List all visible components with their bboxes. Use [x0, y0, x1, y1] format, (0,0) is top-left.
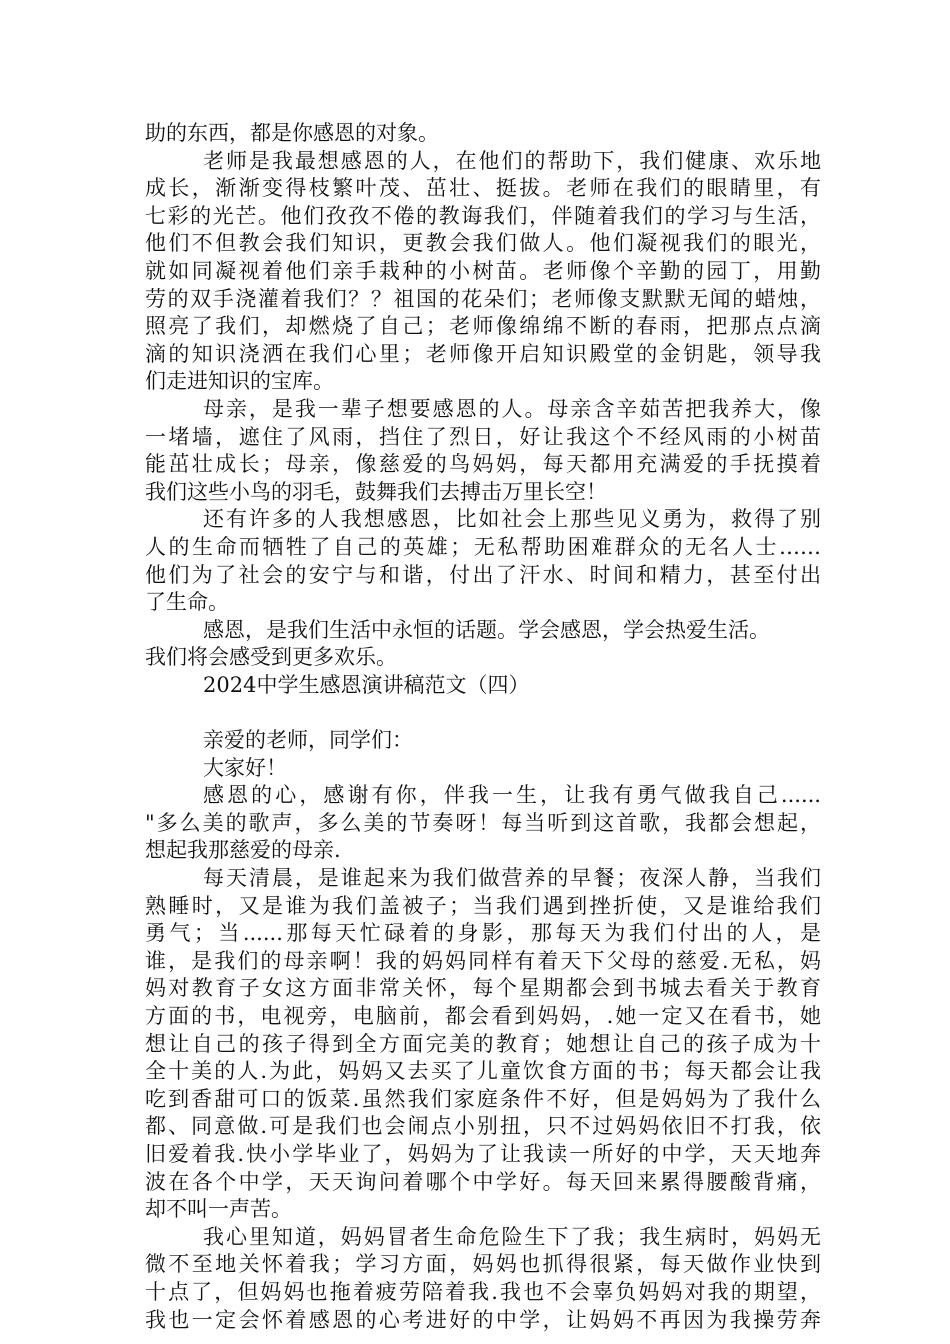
- text-line: 我们将会感受到更多欢乐。: [145, 645, 397, 670]
- text-line: 谁，是我们的母亲啊！我的妈妈同样有着天下父母的慈爱.无私，妈: [145, 948, 821, 973]
- text-line: 人的生命而牺牲了自己的英雄；无私帮助困难群众的无名人士……: [145, 534, 821, 559]
- text-line: 滴的知识浇洒在我们心里；老师像开启知识殿堂的金钥匙，领导我: [145, 341, 821, 366]
- text-line: 旧爱着我.快小学毕业了，妈妈为了让我读一所好的中学，天天地奔: [145, 1141, 821, 1166]
- text-line: 还有许多的人我想感恩，比如社会上那些见义勇为，救得了别: [203, 507, 821, 532]
- text-line: 我也一定会怀着感恩的心考进好的中学，让妈妈不再因为我操劳奔: [145, 1307, 821, 1332]
- text-line: 他们不但教会我们知识，更教会我们做人。他们凝视我们的眼光，: [145, 231, 821, 256]
- text-line: 照亮了我们，却燃烧了自己；老师像绵绵不断的春雨，把那点点滴: [145, 314, 821, 339]
- text-line: 想让自己的孩子得到全方面完美的教育；她想让自己的孩子成为十: [145, 1031, 821, 1056]
- text-line: 熟睡时，又是谁为我们盖被子；当我们遇到挫折使，又是谁给我们: [145, 893, 821, 918]
- text-line: 十点了，但妈妈也拖着疲劳陪着我.我也不会辜负妈妈对我的期望，: [145, 1279, 821, 1304]
- text-line: 他们为了社会的安宁与和谐，付出了汗水、时间和精力，甚至付出: [145, 562, 821, 587]
- text-line: 每天清晨，是谁起来为我们做营养的早餐；夜深人静，当我们: [203, 866, 821, 891]
- document-body: [145, 120, 821, 1334]
- text-line: 们走进知识的宝库。: [145, 369, 334, 394]
- text-line: 妈对教育子女这方面非常关怀，每个星期都会到书城去看关于教育: [145, 976, 821, 1001]
- text-line: 就如同凝视着他们亲手栽种的小树苗。老师像个辛勤的园丁，用勤: [145, 258, 821, 283]
- text-line: 我心里知道，妈妈冒者生命危险生下了我；我生病时，妈妈无: [203, 1224, 821, 1249]
- text-line: 助的东西，都是你感恩的对象。: [145, 121, 439, 145]
- text-line: 2024中学生感恩演讲稿范文（四）: [203, 672, 530, 697]
- text-line: 微不至地关怀着我；学习方面，妈妈也抓得很紧，每天做作业快到: [145, 1252, 821, 1277]
- text-line: 想起我那慈爱的母亲.: [145, 838, 341, 863]
- text-line: 能茁壮成长；母亲，像慈爱的鸟妈妈，每天都用充满爱的手抚摸着: [145, 452, 821, 477]
- text-line: 老师是我最想感恩的人，在他们的帮助下，我们健康、欢乐地: [203, 148, 821, 173]
- text-line: 都、同意做.可是我们也会闹点小别扭，只不过妈妈依旧不打我，依: [145, 1114, 821, 1139]
- text-line: 波在各个中学，天天询问着哪个中学好。每天回来累得腰酸背痛，: [145, 1169, 821, 1194]
- text-line: 大家好！: [203, 755, 287, 780]
- text-line: 母亲，是我一辈子想要感恩的人。母亲含辛茹苦把我养大，像: [203, 396, 821, 421]
- text-line: 却不叫一声苦。: [145, 1197, 292, 1222]
- text-line: 方面的书，电视旁，电脑前，都会看到妈妈，.她一定又在看书，她: [145, 1004, 821, 1028]
- text-line: 感恩，是我们生活中永恒的话题。学会感恩，学会热爱生活。: [203, 617, 770, 642]
- text-line: 全十美的人.为此，妈妈又去买了儿童饮食方面的书；每天都会让我: [145, 1059, 821, 1084]
- text-line: 亲爱的老师，同学们：: [203, 728, 413, 753]
- text-line: "多么美的歌声，多么美的节奏呀！每当听到这首歌，我都会想起，: [145, 810, 821, 835]
- text-line: 我们这些小鸟的羽毛，鼓舞我们去搏击万里长空！: [145, 479, 607, 504]
- text-line: 一堵墙，遮住了风雨，挡住了烈日，好让我这个不经风雨的小树苗: [145, 424, 821, 449]
- text-line: 成长，渐渐变得枝繁叶茂、茁壮、挺拔。老师在我们的眼睛里，有: [145, 176, 821, 201]
- blank-line: [145, 699, 821, 727]
- text-line: 劳的双手浇灌着我们？？祖国的花朵们；老师像支默默无闻的蜡烛，: [145, 286, 821, 311]
- text-line: 七彩的光芒。他们孜孜不倦的教诲我们，伴随着我们的学习与生活，: [145, 203, 821, 228]
- text-line: 勇气；当......那每天忙碌着的身影，那每天为我们付出的人，是: [145, 921, 821, 946]
- text-line: 感恩的心，感谢有你，伴我一生，让我有勇气做我自己......: [203, 783, 821, 808]
- text-line: 吃到香甜可口的饭菜.虽然我们家庭条件不好，但是妈妈为了我什么: [145, 1086, 821, 1111]
- text-line: 了生命。: [145, 590, 229, 615]
